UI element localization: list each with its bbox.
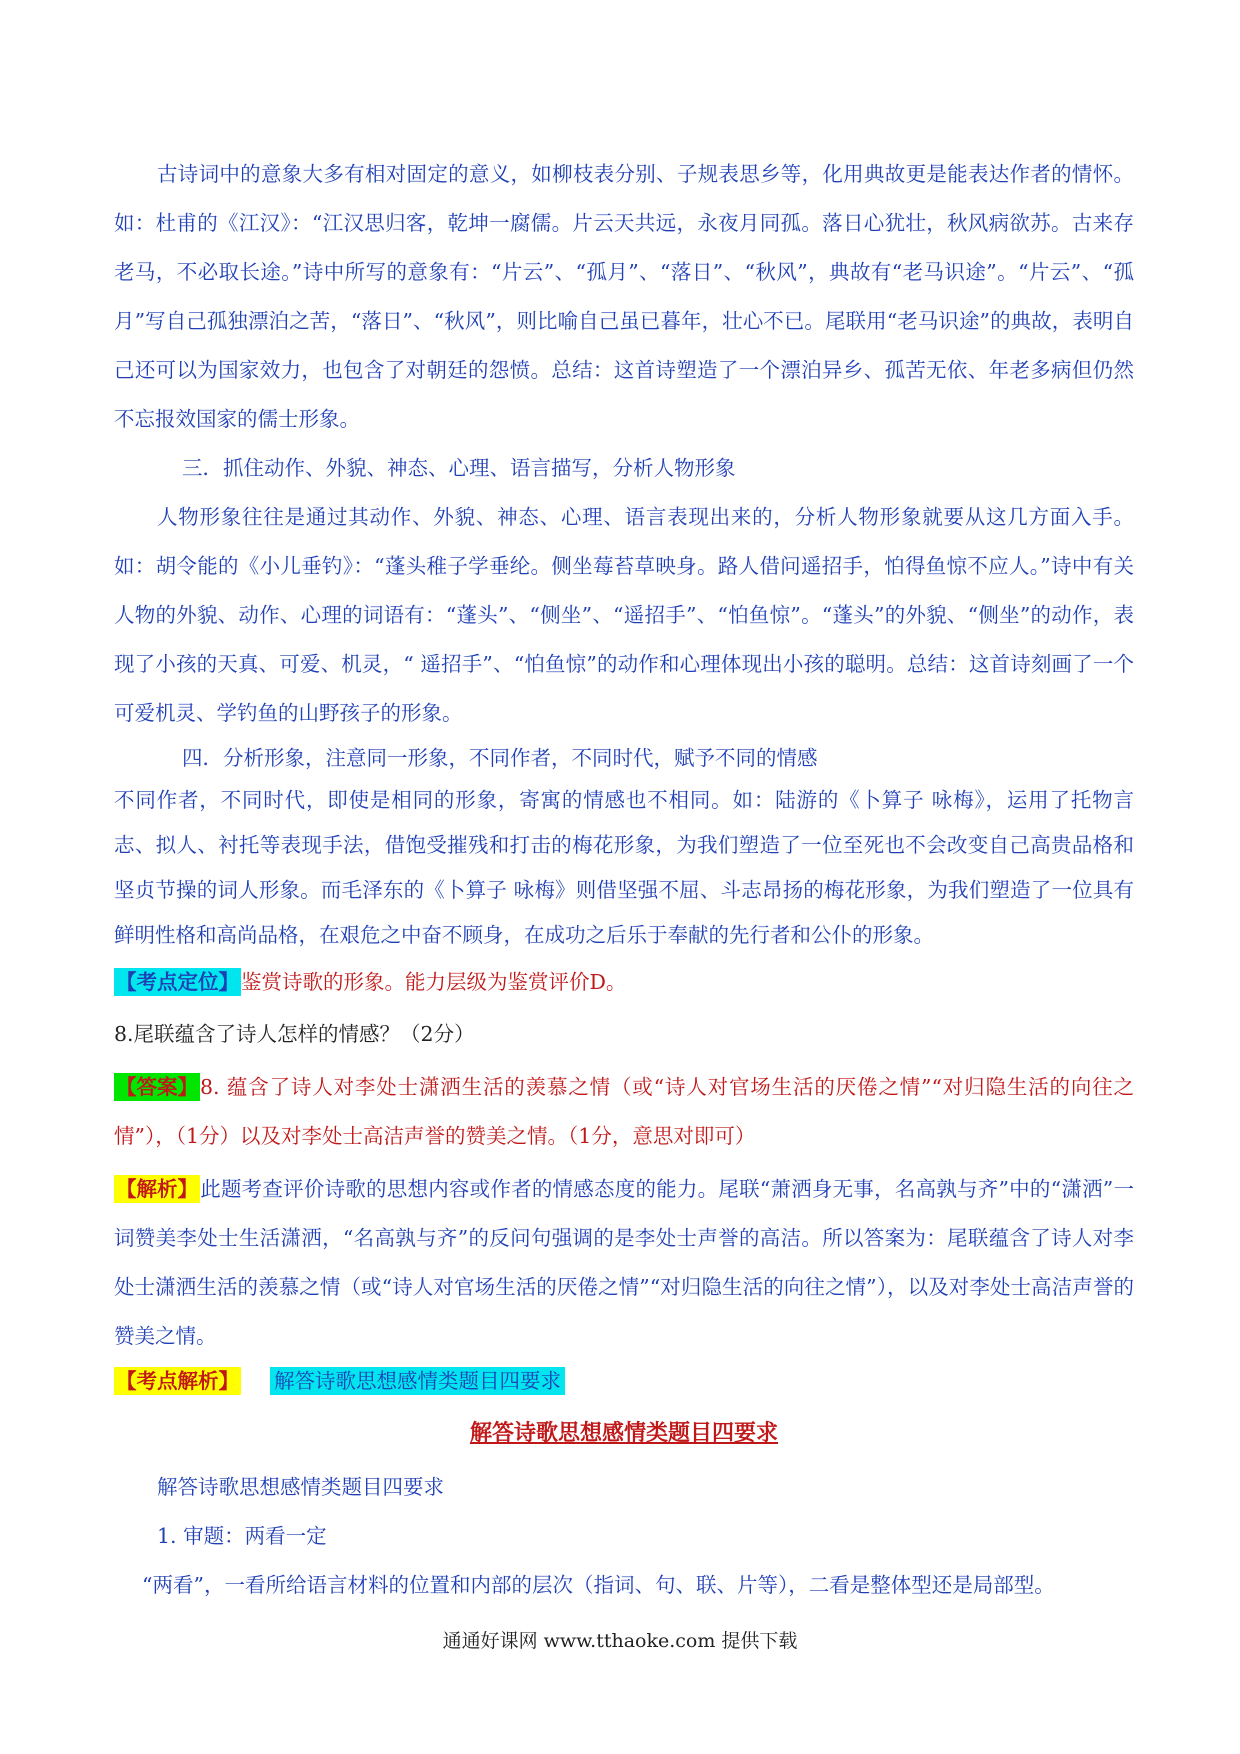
- paragraph-imagery: 古诗词中的意象大多有相对固定的意义，如柳枝表分别、子规表思乡等，化用典故更是能表达作者的情怀。如：杜甫的《江汉》：“江汉思归客，乾坤一腐儒。片云天共远，永夜月同孤。落日心犹壮，秋风病欲苏。古来存老马，不必取长途。”诗中所写的意象有：“片云”、“孤月”、“落日”、“秋风”，典故有“老马识途”。“片云”、“孤月”写自己孤独漂泊之苦，“落日”、“秋风”，则比喻自己虽已暮年，壮心不已。尾联用“老马识途”的典故，表明自己还可以为国家效力，也包含了对朝廷的怨愤。总结：这首诗塑造了一个漂泊异乡、孤苦无依、年老多病但仍然不忘报效国家的儒士形象。: [114, 162, 1134, 431]
- paragraph-character: 人物形象往往是通过其动作、外貌、神态、心理、语言表现出来的，分析人物形象就要从这几方面入手。如：胡令能的《小儿垂钓》：“蓬头稚子学垂纶。侧坐莓苔草映身。路人借问遥招手，怕得鱼惊不应人。”诗中有关人物的外貌、动作、心理的词语有：“蓬头”、“侧坐”、“遥招手”、“怕鱼惊”。“蓬头”的外貌、“侧坐”的动作，表现了小孩的天真、可爱、机灵，“ 遥招手”、“怕鱼惊”的动作和心理体现出小孩的聪明。总结：这首诗刻画了一个可爱机灵、学钓鱼的山野孩子的形象。: [114, 505, 1134, 725]
- kaodian-jiexi-line: [114, 1361, 1134, 1401]
- analysis-tag: 【解析】: [116, 1177, 198, 1201]
- item-1-text: “两看”，一看所给语言材料的位置和内部的层次（指词、句、联、片等），二看是整体型还是局部型。: [142, 1573, 1055, 1597]
- heading-section-4: 四．分析形象，注意同一形象，不同作者，不同时代，赋予不同的情感: [182, 746, 818, 770]
- kaodian-tag: 【考点定位】: [116, 970, 239, 994]
- answer-text: 8. 蕴含了诗人对李处士潇洒生活的羡慕之情（或“诗人对官场生活的厌倦之情”“对归隐生活的向往之情”），（1分）以及对李处士高洁声誉的赞美之情。（1分，意思对即可）: [114, 1075, 1134, 1148]
- section-title: 解答诗歌思想感情类题目四要求: [469, 1420, 778, 1446]
- section-subtitle: 解答诗歌思想感情类题目四要求: [157, 1475, 444, 1499]
- page-footer: 通通好课网 www.tthaoke.com 提供下载: [442, 1630, 798, 1652]
- kaodian-jiexi-text: 解答诗歌思想感情类题目四要求: [270, 1367, 565, 1395]
- analysis-text: 此题考查评价诗歌的思想内容或作者的情感态度的能力。尾联“萧洒身无事，名高孰与齐”中的“潇洒”一词赞美李处士生活潇洒，“名高孰与齐”的反问句强调的是李处士声誉的高洁。所以答案为：尾联蕴含了诗人对李处士潇洒生活的羡慕之情（或“诗人对官场生活的厌倦之情”“对归隐生活的向往之情”），以及对李处士高洁声誉的赞美之情。: [114, 1177, 1134, 1348]
- item-1-title: 1. 审题：两看一定: [157, 1524, 327, 1548]
- analysis-block: [114, 1165, 1134, 1361]
- question-8: 8.尾联蕴含了诗人怎样的情感？（2分）: [114, 1022, 475, 1046]
- paragraph-different-authors: 不同作者，不同时代，即使是相同的形象，寄寓的情感也不相同。如：陆游的《卜算子 咏梅》，运用了托物言志、拟人、衬托等表现手法，借饱受摧残和打击的梅花形象，为我们塑造了一位至死也不会改变自己高贵品格和坚贞节操的词人形象。而毛泽东的《卜算子 咏梅》则借坚强不屈、斗志昂扬的梅花形象，为我们塑造了一位具有鲜明性格和高尚品格，在艰危之中奋不顾身，在成功之后乐于奉献的先行者和公仆的形象。: [114, 788, 1134, 947]
- kaodian-line: [114, 958, 1134, 1006]
- document-body: [114, 150, 1134, 1610]
- kaodian-text: 鉴赏诗歌的形象。能力层级为鉴赏评价D。: [241, 970, 627, 994]
- kaodian-jiexi-tag: 【考点解析】: [116, 1369, 239, 1393]
- heading-section-3: 三．抓住动作、外貌、神态、心理、语言描写，分析人物形象: [182, 456, 736, 480]
- answer-tag: 【答案】: [116, 1075, 198, 1099]
- answer-block: [114, 1063, 1134, 1161]
